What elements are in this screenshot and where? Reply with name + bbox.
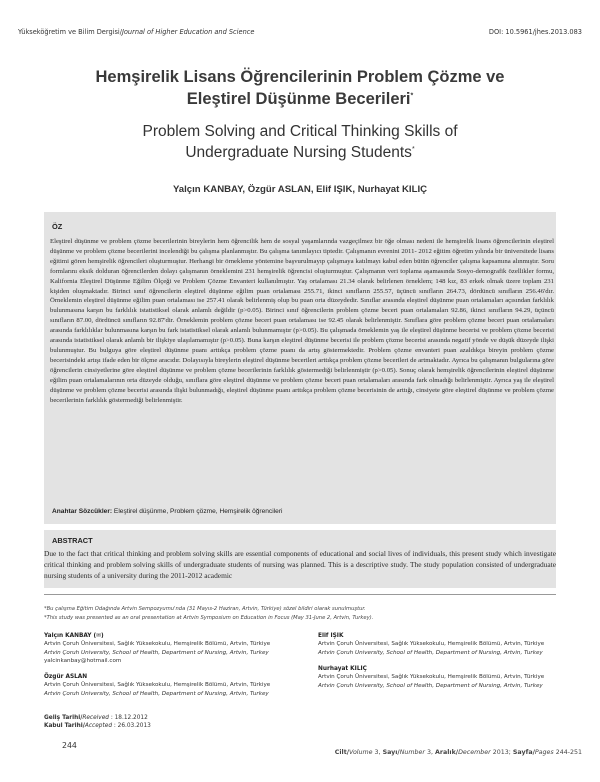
footnote-english: *This study was presented as an oral presentation at Artvin Symposium on Education in Focus (May 31-June 2, Artvin, Turkey). — [44, 615, 374, 621]
page-number: 244 — [62, 741, 77, 750]
submission-dates: Geliş Tarihi/Received : 18.12.2012 Kabul Tarihi/Accepted : 26.03.2013 — [44, 715, 151, 730]
volume-citation: Cilt/Volume 3, Sayı/Number 3, Aralık/December 2013; Sayfa/Pages 244-251 — [334, 749, 582, 756]
affiliation-author-2: Özgür ASLAN Artvin Çoruh Üniversitesi, Sağlık Yüksekokulu, Hemşirelik Bölümü, Artvin, Türkiye Artvin Çoruh University, School of Health, Department of Nursing, Artvin, Turkey — [44, 674, 271, 697]
title-turkish: Hemşirelik Lisans Öğrencilerinin Problem Çözme ve Eleştirel Düşünme Becerileri* — [95, 68, 505, 108]
abstract-heading: ABSTRACT — [52, 536, 93, 545]
running-header-journal: Yükseköğretim ve Bilim Dergisi/Journal of Higher Education and Science — [18, 28, 255, 36]
oz-body-text: Eleştirel düşünme ve problem çözme becerilerinin bireylerin hem öğrencilik hem de sosyal yaşamlarında vazgeçilmez bir öğe olması nedeni ile hemşirelik lisans öğrencilerinin eleştirel düşünme ve problem çözme becerilerini incelendiği bu çalışma planlanmıştır. Bu çalışma tanımlayıcı tiptedir. Çalışmanın evrenini 2011- 2012 eğitim öğretim yılında bir üniversitede lisans eğitimi gören hemşirelik öğrencileri oluşturmuştur. Herhangi bir örnekleme yöntemine başvurulmayıp çalışmaya katılmayı kabul eden bütün öğrenciler çalışma kapsamına alınmıştır. Soru formlarını eksik dolduran öğrencilerden dolayı çalışmanın örneklemini 231 hemşirelik öğrencisi oluşturmuştur. Çalışmanın veri toplama aşamasında Sosyo-demografik özellikler formu, Kalifornia Eleştirel Düşünme Eğilim Ölçeği ve Problem Çözme Envanteri kullanılmıştır. Yaş ortalaması 21.34 olarak belirlenen örneklem; 148 kız, 83 erkek olmak üzere toplam 231 kişiden oluşmaktadır. Birinci sınıf öğrencilerin eleştirel düşünme eğilim puan ortalaması 255.71, ikinci sınıfların 255.57, üçüncü sınıfların 264.73, dördüncü sınıfların 256.46'dır. Örneklemin eleştirel düşünme eğilim puan ortalaması ise 257.41 olarak belirlenmiş olup bu puan orta düzeydedir. Sınıflar arasında eleştirel düşünme puan ortalamaları açısından farklılık bulunmasına karşın bu farklılık istatistiksel olarak anlamlı değildir (p>0.05). Birinci sınıf öğrencilerin problem çözme beceri puan ortalamaları 92.86, ikinci sınıfların 94.29, üçüncü sınıfların 87.00, dördüncü sınıfların 92.87'dir. Örneklemin problem çözme beceri puan ortalaması ise 92.45 olarak belirlenmiştir. Sınıflara göre problem çözme beceri puan ortalamaları arasında farklılıklar bulunmasına karşın bu fark istatistiksel olarak anlamlı bulunmamıştır (p>0.05). Bu çalışmada örneklemin yaş ile eleştirel düşünme becerisi ve problem çözme becerisi arasında istatistiksel olarak anlamlı bir ilişkiye ulaşılamamıştır (p>0.05). Buna karşın eleştirel düşünme becerisi ile problem çözme becerisi arasında negatif yönde ve düşük düzeyde ilişki bulunmuştur. Bu bulguya göre eleştirel düşünme puanı arttıkça problem çözme puanı da artış göstermektedir. Problem çözme envanteri puan azaldıkça bireyin problem çözme becerisindeki artışı ifade eden bir ölçme aracıdır. Dolayısıyla bireylerin eleştirel düşünme becerileri arttıkça problem çözme becerileri de artmaktadır. Ayrıca bu çalışmanın bulgularına göre öğrencilerin cinsiyetlerine göre eleştirel düşünme ve problem çözme becerilerinin farklılık göstermediği belirlenmiştir (p>0.05). Sonuç olarak hemşirelik öğrencilerinin eleştirel düşünme eğilim puan ortalamalarının orta düzeyde olduğu, sınıflara göre eleştirel düşünme ve problem çözme beceri puan ortalamaları arasında fark olmadığı belirlenmiştir. Ayrıca yaş ile eleştirel düşünme ve problem çözme becerisi arasında ilişki bulunmadığı, eleştirel düşünme puanı arttıkça problem çözme becerisinin de arttığı, cinsiyete göre eleştirel düşünme ve problem çözme becerilerinin farklılık göstermediği belirlenmiştir. — [50, 238, 554, 404]
oz-keywords: Anahtar Sözcükler: Eleştirel düşünme, Problem çözme, Hemşirelik öğrencileri — [52, 508, 283, 515]
affiliation-author-4: Nurhayat KILIÇ Artvin Çoruh Üniversitesi, Sağlık Yüksekokulu, Hemşirelik Bölümü, Artvin, Türkiye Artvin Çoruh University, School of Health, Department of Nursing, Artvin, Turkey — [318, 666, 545, 689]
affiliation-author-1: Yalçın KANBAY (✉) Artvin Çoruh Üniversitesi, Sağlık Yüksekokulu, Hemşirelik Bölümü, Artvin, Türkiye Artvin Çoruh University, School of Health, Department of Nursing, Artvin, Turkey yalcinkanbay@hotmail.com — [44, 633, 271, 664]
abstract-body-text: Due to the fact that critical thinking and problem solving skills are essential components of educational and social lives of individuals, this present study which investigate critical thinking and problem solving skills of undergraduate students of nursing was planned. This is a descriptive study. The study population consisted of undergraduate nursing students of a university during the 2011-2012 academic — [44, 549, 556, 581]
author-list: Yalçın KANBAY, Özgür ASLAN, Elif IŞIK, Nurhayat KILIÇ — [172, 184, 428, 195]
title-english: Problem Solving and Critical Thinking Skills of Undergraduate Nursing Students* — [142, 123, 458, 161]
affiliation-author-3: Elif IŞIK Artvin Çoruh Üniversitesi, Sağlık Yüksekokulu, Hemşirelik Bölümü, Artvin, Türkiye Artvin Çoruh University, School of Health, Department of Nursing, Artvin, Turkey — [318, 633, 545, 656]
footnote-divider — [44, 594, 556, 595]
oz-heading: ÖZ — [52, 222, 63, 231]
running-header-doi: DOI: 10.5961/jhes.2013.083 — [488, 28, 582, 36]
footnote-turkish: *Bu çalışma Eğitim Odağında Artvin Sempozyumu'nda (31 Mayıs-2 Haziran, Artvin, Türkiye) sözel bildiri olarak sunulmuştur. — [44, 606, 366, 612]
